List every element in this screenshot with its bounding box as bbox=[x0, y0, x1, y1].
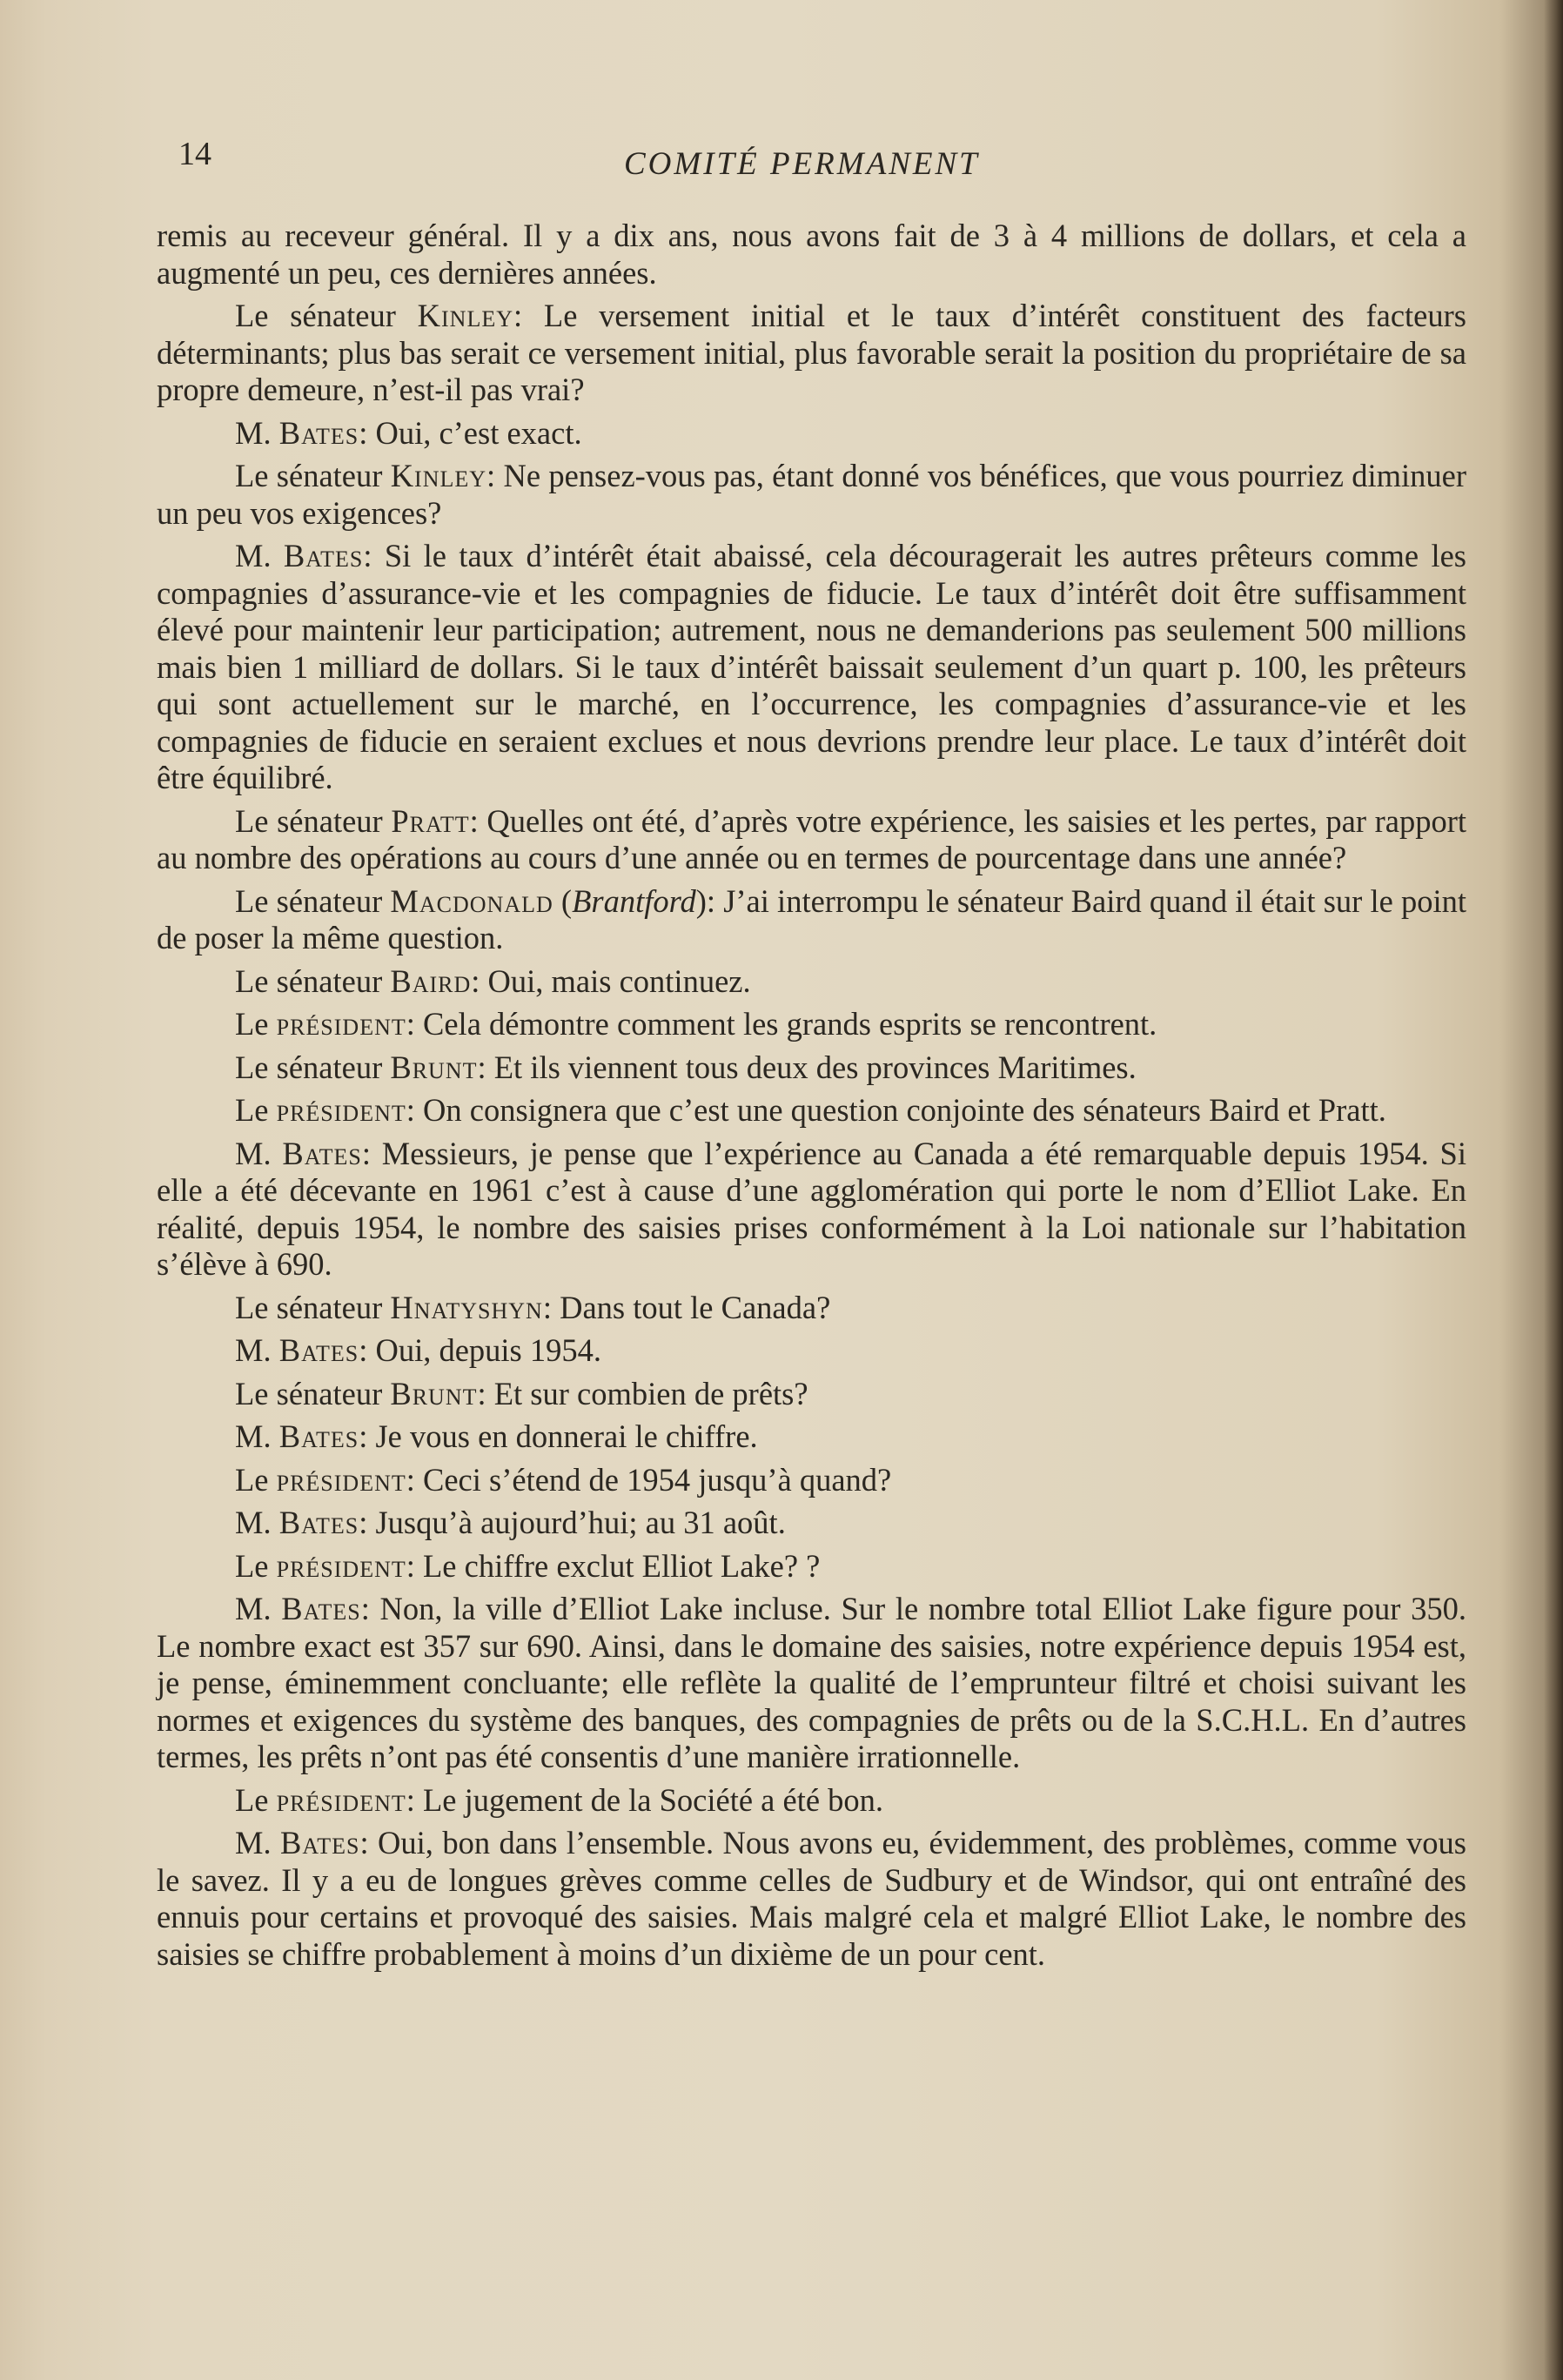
speaker-prefix: Le sénateur bbox=[235, 1289, 391, 1325]
speaker-prefix: Le bbox=[235, 1092, 277, 1128]
speaker-prefix: Le sénateur bbox=[235, 882, 391, 919]
speaker-name: Pratt bbox=[391, 802, 470, 839]
speaker-name: président bbox=[276, 1781, 406, 1818]
paragraph bbox=[157, 415, 1466, 453]
speaker-name: Brunt bbox=[390, 1049, 478, 1085]
speaker-prefix: M. bbox=[235, 1418, 279, 1454]
paragraph-text: : Oui, c’est exact. bbox=[359, 414, 582, 451]
speaker-prefix: Le bbox=[235, 1547, 277, 1584]
speaker-prefix: Le bbox=[235, 1006, 277, 1042]
speaker-prefix: Le sénateur bbox=[235, 458, 391, 493]
speaker-prefix: M. bbox=[235, 538, 284, 573]
paragraph bbox=[157, 1332, 1466, 1370]
paragraph-text: : Ne pensez-vous pas, étant donné vos bénéfices, que vous pourriez diminuer un peu vos exigences? bbox=[157, 458, 1466, 531]
paragraph-text: : Oui, mais continuez. bbox=[471, 962, 751, 999]
speaker-prefix: Le bbox=[235, 1461, 277, 1498]
speaker-riding: Brantford bbox=[572, 882, 696, 919]
paragraph-text: : Oui, depuis 1954. bbox=[359, 1332, 601, 1368]
paragraph-text: : J’ai interrompu le sénateur Baird quand il était sur le point de poser la même question. bbox=[157, 882, 1466, 955]
speaker-name: président bbox=[276, 1547, 406, 1584]
speaker-name: président bbox=[276, 1006, 406, 1042]
body-text bbox=[157, 218, 1466, 1979]
paragraph bbox=[157, 1049, 1466, 1087]
speaker-prefix: Le sénateur bbox=[235, 1049, 391, 1085]
speaker-name: Brunt bbox=[390, 1375, 478, 1411]
paragraph bbox=[157, 1136, 1466, 1284]
paragraph-text: : Ceci s’étend de 1954 jusqu’à quand? bbox=[406, 1461, 892, 1498]
speaker-name: président bbox=[276, 1092, 406, 1128]
page-header bbox=[178, 135, 1458, 196]
paragraph bbox=[157, 218, 1466, 292]
speaker-name: Hnatyshyn bbox=[390, 1289, 543, 1325]
speaker-name: Bates bbox=[283, 538, 364, 573]
speaker-name: Bates bbox=[278, 1332, 359, 1368]
paragraph-text: : Jusqu’à aujourd’hui; au 31 août. bbox=[359, 1505, 786, 1540]
paragraph bbox=[157, 1505, 1466, 1542]
speaker-name: Bates bbox=[280, 1825, 360, 1860]
paragraph bbox=[157, 1591, 1466, 1776]
paragraph-text: : Et ils viennent tous deux des provinces Maritimes. bbox=[477, 1049, 1137, 1085]
paragraph-text: : On consignera que c’est une question conjointe des sénateurs Baird et Pratt. bbox=[406, 1092, 1386, 1128]
paragraph bbox=[157, 1418, 1466, 1456]
paragraph bbox=[157, 1092, 1466, 1130]
paragraph bbox=[157, 1376, 1466, 1413]
paragraph bbox=[157, 963, 1466, 1001]
paragraph-text: : Je vous en donnerai le chiffre. bbox=[359, 1418, 758, 1454]
running-title: COMITÉ PERMANENT bbox=[624, 146, 980, 182]
speaker-name: Baird bbox=[390, 962, 472, 999]
paragraph-text: : Le versement initial et le taux d’intérêt constituent des facteurs déterminants; plus bas serait ce versement initial, plus favorable serait la position du propriétaire de sa propre demeure, n’est-il pas vrai? bbox=[157, 298, 1466, 407]
paragraph bbox=[157, 1782, 1466, 1820]
speaker-name: Bates bbox=[282, 1135, 362, 1171]
paragraph bbox=[157, 1006, 1466, 1043]
paragraph bbox=[157, 803, 1466, 877]
paragraph-text: : Quelles ont été, d’après votre expérience, les saisies et les pertes, par rapport au nombre des opérations au cours d’une année ou en termes de pourcentage dans une année? bbox=[157, 802, 1466, 875]
speaker-prefix: M. bbox=[235, 1505, 279, 1540]
speaker-prefix: M. bbox=[235, 1591, 282, 1626]
paragraph: Le sénateur Macdonald (Brantford): J’ai interrompu le sénateur Baird quand il était sur le point de poser la même question. bbox=[157, 882, 1466, 955]
speaker-name: Bates bbox=[278, 1505, 359, 1540]
speaker-name: Bates bbox=[278, 1418, 359, 1454]
speaker-name: Bates bbox=[278, 414, 359, 451]
paragraph-text: : Oui, bon dans l’ensemble. Nous avons eu, évidemment, des problèmes, comme vous le savez. Il y a eu de longues grèves comme celles de Sudbury et de Windsor, qui ont entraîné des ennuis pour certains et provoqué des saisies. Mais malgré cela et malgré Elliot Lake, le nombre des saisies se chiffre probablement à moins d’un dixième de un pour cent. bbox=[157, 1825, 1466, 1972]
page-number: 14 bbox=[178, 136, 211, 172]
paragraph bbox=[157, 538, 1466, 797]
paragraph-text: : Messieurs, je pense que l’expérience au Canada a été remarquable depuis 1954. Si elle a été décevante en 1961 c’est à cause d’une agglomération qui porte le nom d’Elliot Lake. En réalité, depuis 1954, le nombre des saisies prises conformément à la Loi nationale sur l’habitation s’élève à 690. bbox=[157, 1135, 1466, 1282]
paragraph bbox=[157, 1290, 1466, 1327]
speaker-prefix: M. bbox=[235, 1135, 283, 1171]
paragraph-text: remis au receveur général. Il y a dix ans, nous avons fait de 3 à 4 millions de dollars, et cela a augmenté un peu, ces dernières années. bbox=[157, 218, 1466, 291]
speaker-name: Macdonald bbox=[390, 882, 553, 919]
paragraph-text: : Si le taux d’intérêt était abaissé, cela découragerait les autres prêteurs comme les compagnies d’assurance-vie et les compagnies de fiducie. Le taux d’intérêt doit être suffisamment élevé pour maintenir leur participation; autrement, nous ne demanderions pas seulement 500 millions mais bien 1 milliard de dollars. Si le taux d’intérêt baissait seulement d’un quart p. 100, les prêteurs qui sont actuellement sur le marché, en l’occurrence, les compagnies d’assurance-vie et les compagnies de fiducie en seraient exclues et nous devrions prendre leur place. Le taux d’intérêt doit être équilibré. bbox=[157, 538, 1466, 795]
speaker-prefix: Le bbox=[235, 1781, 277, 1818]
speaker-prefix: M. bbox=[235, 1825, 280, 1860]
speaker-name: Bates bbox=[281, 1591, 361, 1626]
paragraph-text: : Dans tout le Canada? bbox=[542, 1289, 831, 1325]
paragraph-text: : Et sur combien de prêts? bbox=[477, 1375, 808, 1411]
paragraph bbox=[157, 458, 1466, 532]
speaker-prefix: Le sénateur bbox=[235, 298, 418, 333]
paragraph-text: : Le chiffre exclut Elliot Lake? ? bbox=[406, 1547, 821, 1584]
speaker-prefix: Le sénateur bbox=[235, 1375, 391, 1411]
paragraph-text: : Cela démontre comment les grands esprits se rencontrent. bbox=[406, 1006, 1157, 1042]
paragraph-text: : Non, la ville d’Elliot Lake incluse. Sur le nombre total Elliot Lake figure pour 350. Le nombre exact est 357 sur 690. Ainsi, dans le domaine des saisies, notre expérience depuis 1954 est, je pense, éminemment concluante; elle reflète la qualité de l’emprunteur filtré et choisi suivant les normes et exigences du système des banques, des compagnies de prêts ou de la S.C.H.L. En d’autres termes, les prêts n’ont pas été consentis d’une manière irrationnelle. bbox=[157, 1591, 1466, 1774]
paragraph bbox=[157, 1548, 1466, 1586]
paragraph bbox=[157, 1462, 1466, 1499]
speaker-name: Kinley bbox=[390, 458, 487, 493]
paragraph bbox=[157, 1825, 1466, 1973]
speaker-prefix: Le sénateur bbox=[235, 962, 391, 999]
speaker-prefix: M. bbox=[235, 414, 279, 451]
speaker-prefix: M. bbox=[235, 1332, 279, 1368]
paragraph-text: : Le jugement de la Société a été bon. bbox=[406, 1781, 884, 1818]
speaker-prefix: Le sénateur bbox=[235, 802, 392, 839]
speaker-name: Kinley bbox=[417, 298, 513, 333]
paragraph bbox=[157, 298, 1466, 409]
speaker-name: président bbox=[276, 1461, 406, 1498]
